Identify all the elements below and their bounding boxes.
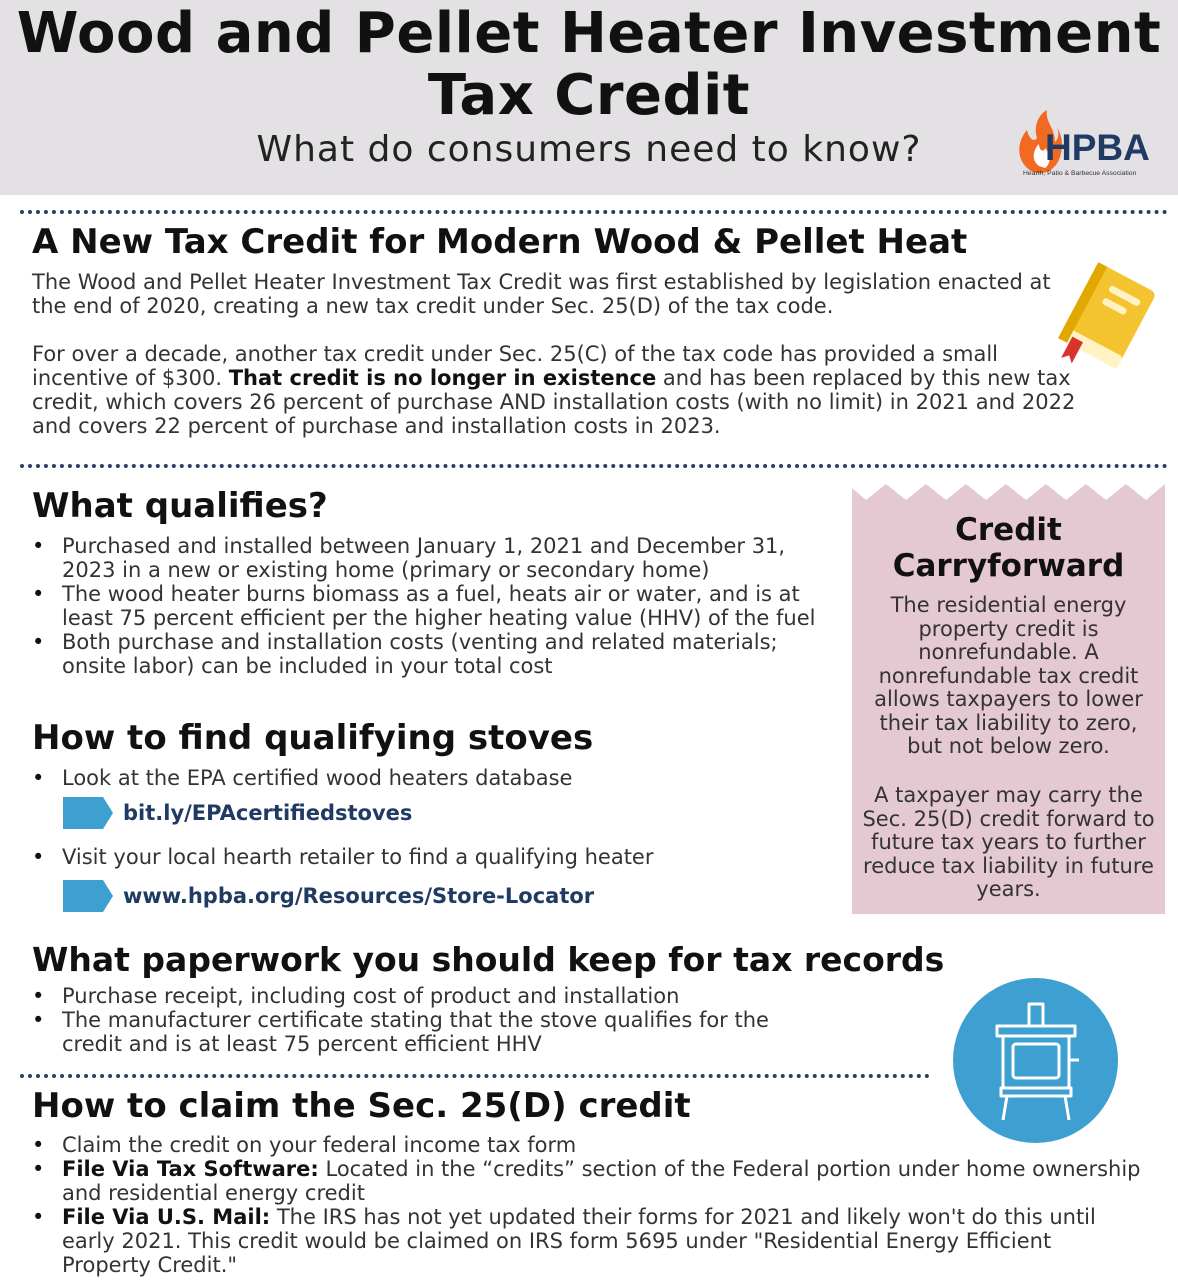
- sidebar-title: Credit Carryforward: [892, 512, 1125, 584]
- history-paragraph: For over a decade, another tax credit under Sec. 25(C) of the tax code has provided a small incentive of $300. That credit is no longer in existence and has been replaced by this new tax credit, which covers 26 percent of purchase AND installation costs (with no limit) in 2021 and 2022 and covers 22 percent of purchase and installation costs in 2023.: [32, 342, 1076, 438]
- logo-subtext: Hearth, Patio & Barbecue Association: [1023, 170, 1137, 177]
- list-item: • The manufacturer certificate stating that the stove qualifies for the credit and is at least 75 percent efficient HHV: [32, 1008, 792, 1056]
- sidebar-paragraph-2: A taxpayer may carry the Sec. 25(D) credit forward to future tax years to further reduce tax liability in future years.: [862, 783, 1155, 901]
- intro-paragraph: The Wood and Pellet Heater Investment Tax Credit was first established by legislation enacted at the end of 2020, creating a new tax credit under Sec. 25(D) of the tax code.: [32, 270, 1051, 318]
- list-item: • Visit your local hearth retailer to find a qualifying heater: [32, 845, 812, 869]
- list-item: • Both purchase and installation costs (venting and related materials; onsite labor) can be included in your total cost: [32, 630, 832, 678]
- logo-text: HPBA: [1045, 127, 1150, 168]
- page-title-line2: Tax Credit: [427, 63, 751, 128]
- link-text[interactable]: www.hpba.org/Resources/Store-Locator: [123, 884, 595, 908]
- list-item: • File Via U.S. Mail: The IRS has not yet updated their forms for 2021 and likely won't do this until early 2021. This credit would be claimed on IRS form 5695 under "Residential Energy Efficient Property Credit.": [32, 1205, 1142, 1277]
- wood-stove-icon: [953, 978, 1118, 1143]
- list-item: • Purchase receipt, including cost of product and installation: [32, 984, 792, 1008]
- divider: [20, 210, 1168, 214]
- divider: [20, 1074, 930, 1078]
- hpba-logo: [1015, 108, 1165, 180]
- arrow-right-icon: [63, 880, 113, 912]
- find-list-1: [32, 766, 812, 790]
- list-item: • Claim the credit on your federal income tax form: [32, 1133, 1142, 1157]
- section-heading-qualifies: What qualifies?: [32, 486, 328, 526]
- page-subtitle: What do consumers need to know?: [256, 129, 922, 170]
- page-title-line1: Wood and Pellet Heater Investment: [16, 1, 1162, 66]
- epa-database-link[interactable]: [63, 797, 412, 829]
- sidebar-paragraph-1: The residential energy property credit is nonrefundable. A nonrefundable tax credit allows taxpayers to lower their tax liability to zero, but not below zero.: [874, 593, 1143, 758]
- list-item: • Purchased and installed between January 1, 2021 and December 31, 2023 in a new or existing home (primary or secondary home): [32, 534, 832, 582]
- store-locator-link[interactable]: [63, 880, 594, 912]
- section-heading-find-stoves: How to find qualifying stoves: [32, 718, 594, 758]
- zigzag-edge: [852, 480, 1165, 506]
- list-item: • The wood heater burns biomass as a fuel, heats air or water, and is at least 75 percent efficient per the higher heating value (HHV) of the fuel: [32, 582, 832, 630]
- qualifies-list: [32, 534, 832, 678]
- header-banner: [0, 0, 1178, 195]
- section-heading-paperwork: What paperwork you should keep for tax records: [32, 940, 945, 979]
- book-icon: [1050, 262, 1168, 380]
- section-heading-new-credit: A New Tax Credit for Modern Wood & Pellet Heat: [32, 222, 968, 262]
- paperwork-list: [32, 984, 792, 1056]
- section-heading-claim: How to claim the Sec. 25(D) credit: [32, 1086, 691, 1126]
- divider: [20, 464, 1168, 468]
- find-list-2: [32, 845, 812, 869]
- list-item: • Look at the EPA certified wood heaters database: [32, 766, 812, 790]
- arrow-right-icon: [63, 797, 113, 829]
- link-text[interactable]: bit.ly/EPAcertifiedstoves: [123, 801, 413, 825]
- claim-list: [32, 1133, 1142, 1277]
- list-item: • File Via Tax Software: Located in the “credits” section of the Federal portion under home ownership and residential energy credit: [32, 1157, 1142, 1205]
- credit-carryforward-box: [852, 480, 1165, 914]
